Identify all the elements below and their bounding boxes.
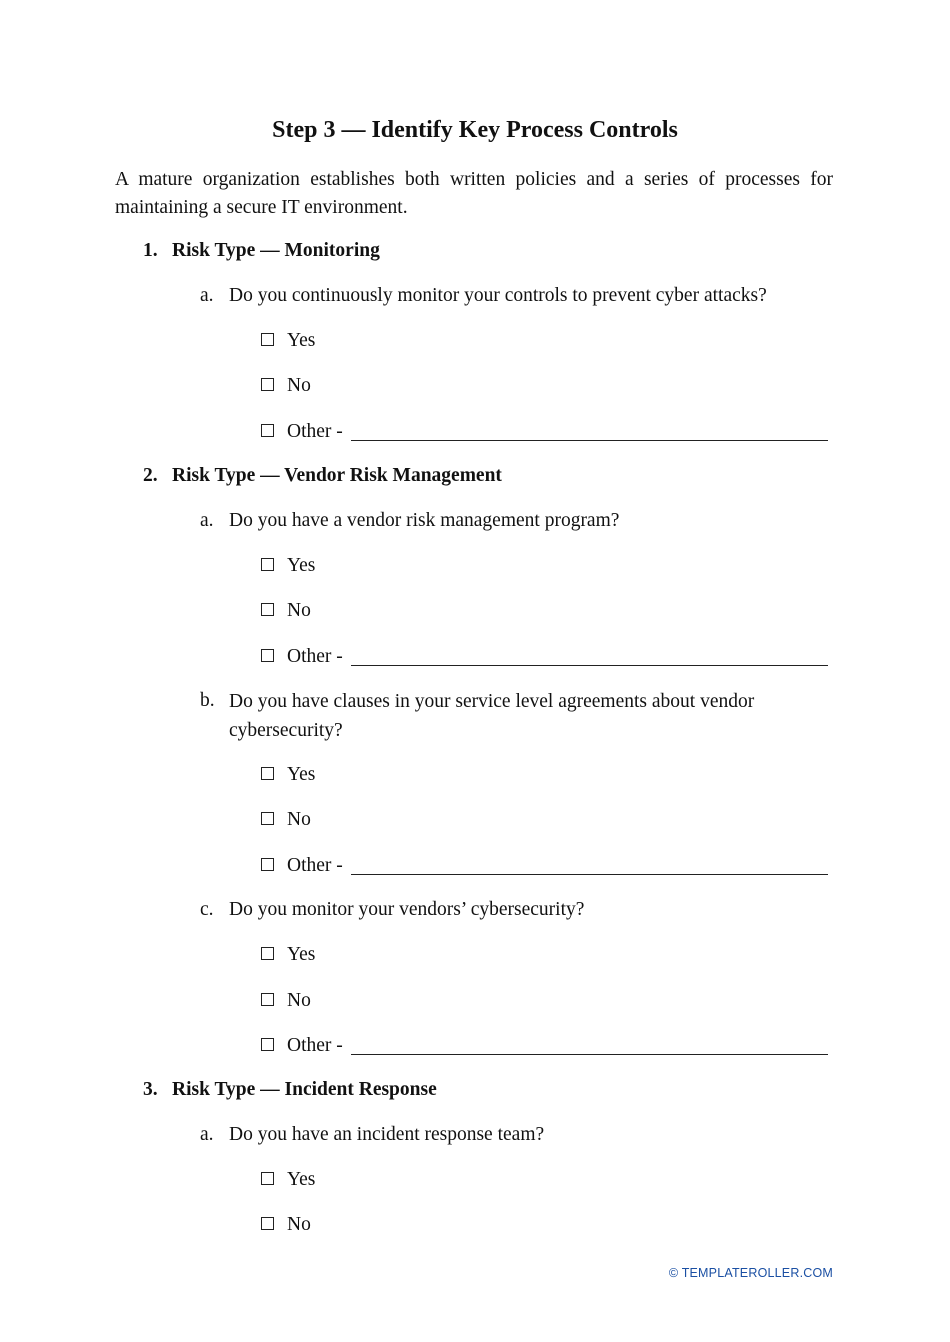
question-letter: b. bbox=[200, 690, 215, 711]
no-label: No bbox=[287, 600, 311, 621]
no-checkbox[interactable] bbox=[261, 812, 274, 825]
other-label: Other - bbox=[287, 855, 343, 876]
other-checkbox[interactable] bbox=[261, 424, 274, 437]
no-label: No bbox=[287, 990, 311, 1011]
no-checkbox[interactable] bbox=[261, 378, 274, 391]
section-number: 2. bbox=[143, 465, 158, 486]
question-letter: a. bbox=[200, 1124, 214, 1145]
question-letter: a. bbox=[200, 510, 214, 531]
other-checkbox[interactable] bbox=[261, 1038, 274, 1051]
yes-label: Yes bbox=[287, 944, 316, 965]
yes-checkbox[interactable] bbox=[261, 333, 274, 346]
footer-site-link[interactable]: TEMPLATEROLLER.COM bbox=[681, 1266, 833, 1280]
section-title: Risk Type — Monitoring bbox=[172, 240, 380, 261]
other-blank-line[interactable] bbox=[351, 874, 828, 875]
footer-copyright bbox=[669, 1266, 833, 1280]
intro-paragraph: A mature organization establishes both written policies and a series of processes for maintaining a secure IT environment. bbox=[115, 169, 833, 218]
yes-checkbox[interactable] bbox=[261, 558, 274, 571]
yes-label: Yes bbox=[287, 555, 316, 576]
page-title: Step 3 — Identify Key Process Controls bbox=[272, 117, 678, 143]
other-checkbox[interactable] bbox=[261, 858, 274, 871]
yes-checkbox[interactable] bbox=[261, 947, 274, 960]
yes-checkbox[interactable] bbox=[261, 1172, 274, 1185]
other-label: Other - bbox=[287, 1035, 343, 1056]
no-checkbox[interactable] bbox=[261, 603, 274, 616]
other-checkbox[interactable] bbox=[261, 649, 274, 662]
copyright-symbol: © bbox=[668, 1266, 679, 1280]
section-title: Risk Type — Vendor Risk Management bbox=[172, 465, 502, 486]
section-number: 1. bbox=[143, 240, 158, 261]
section-title: Risk Type — Incident Response bbox=[172, 1079, 437, 1100]
no-checkbox[interactable] bbox=[261, 993, 274, 1006]
no-label: No bbox=[287, 1214, 311, 1235]
other-blank-line[interactable] bbox=[351, 1054, 828, 1055]
question-text: Do you have clauses in your service level agreements about vendor cybersecurity? bbox=[229, 691, 755, 741]
question-letter: a. bbox=[200, 285, 214, 306]
no-label: No bbox=[287, 809, 311, 830]
yes-checkbox[interactable] bbox=[261, 767, 274, 780]
question-letter: c. bbox=[200, 899, 214, 920]
other-blank-line[interactable] bbox=[351, 665, 828, 666]
yes-label: Yes bbox=[287, 330, 316, 351]
question-text: Do you have a vendor risk management program? bbox=[229, 510, 620, 531]
other-label: Other - bbox=[287, 646, 343, 667]
question-text: Do you continuously monitor your controls to prevent cyber attacks? bbox=[229, 285, 767, 306]
section-number: 3. bbox=[143, 1079, 158, 1100]
yes-label: Yes bbox=[287, 764, 316, 785]
other-label: Other - bbox=[287, 421, 343, 442]
no-checkbox[interactable] bbox=[261, 1217, 274, 1230]
question-text: Do you monitor your vendors’ cybersecurity? bbox=[229, 899, 585, 920]
yes-label: Yes bbox=[287, 1169, 316, 1190]
other-blank-line[interactable] bbox=[351, 440, 828, 441]
no-label: No bbox=[287, 375, 311, 396]
question-text: Do you have an incident response team? bbox=[229, 1124, 545, 1145]
